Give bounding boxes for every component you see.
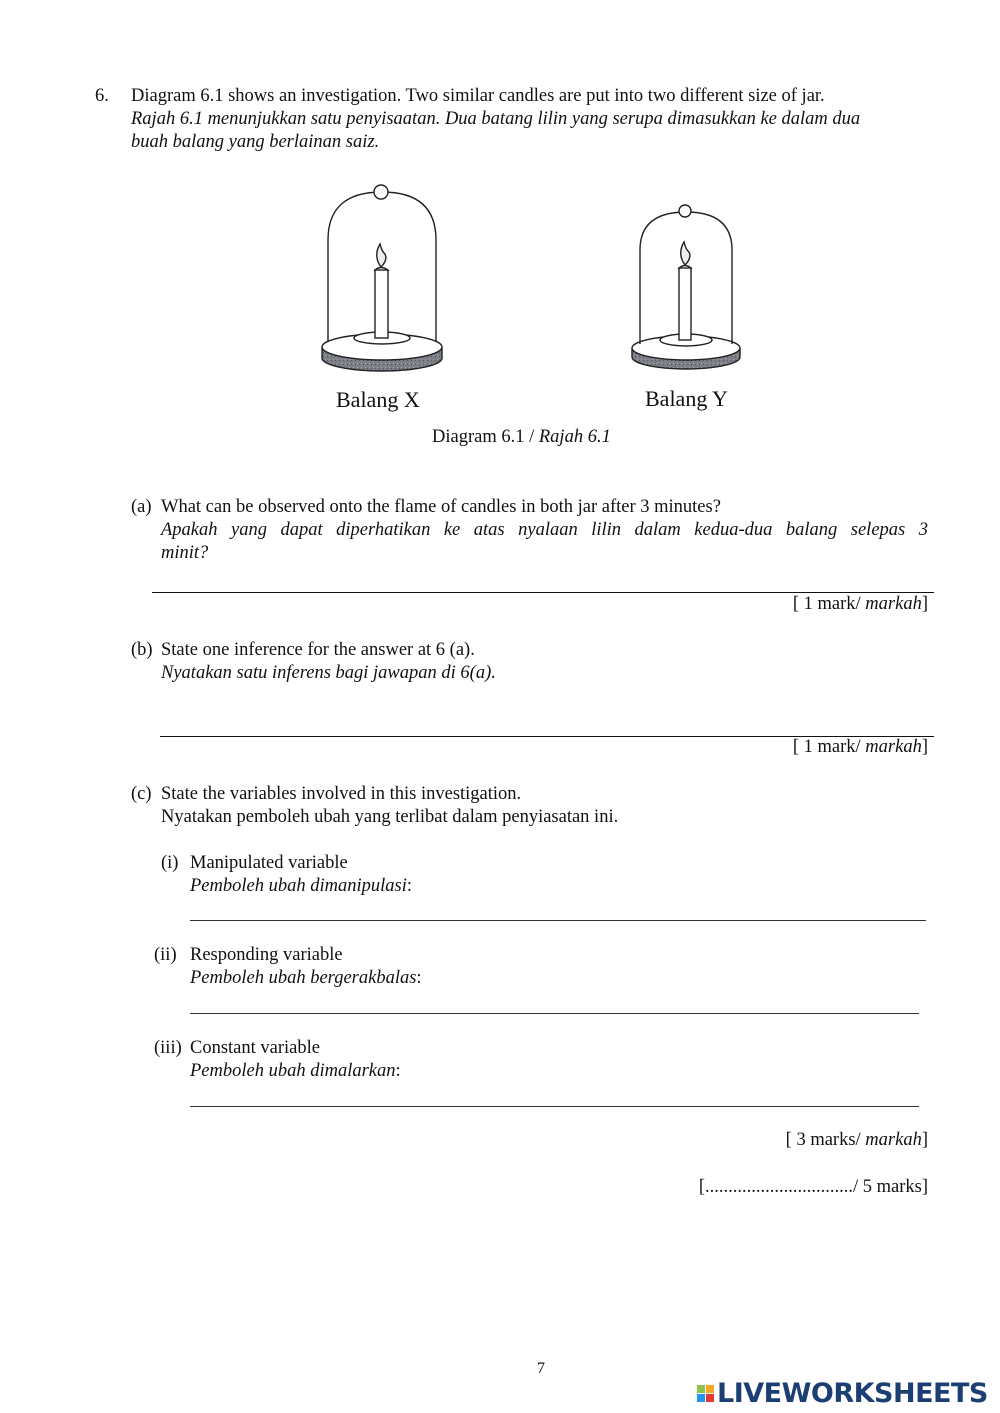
part-c-i-label: (i) <box>161 853 179 873</box>
part-c-text-ms: Nyatakan pemboleh ubah yang terlibat dalam penyiasatan ini. <box>161 807 619 827</box>
part-c-iii-label: (iii) <box>154 1038 182 1058</box>
question-number: 6. <box>95 86 109 106</box>
colon: : <box>406 876 412 896</box>
part-c-ii-label: (ii) <box>154 945 177 965</box>
part-c-iii-ms <box>190 1060 401 1083</box>
marks-text-ms: markah <box>865 594 922 614</box>
page-number: 7 <box>537 1360 545 1377</box>
constant-variable-input[interactable] <box>190 1082 919 1107</box>
variable-ms: Pemboleh ubah dimanipulasi <box>190 876 407 896</box>
question-intro-ms-2: buah balang yang berlainan saiz. <box>131 132 380 152</box>
marks-text-ms: markah <box>865 1130 922 1150</box>
manipulated-variable-input[interactable] <box>190 896 926 921</box>
part-a-marks <box>793 593 928 616</box>
part-c-ii-en: Responding variable <box>190 945 343 965</box>
logo-blocks-icon <box>697 1385 714 1402</box>
marks-text: [ 1 mark/ <box>792 594 866 614</box>
marks-text: [ 3 marks/ <box>785 1130 866 1150</box>
part-c-label: (c) <box>131 784 152 804</box>
colon: : <box>395 1061 401 1081</box>
part-c-marks <box>786 1129 928 1152</box>
part-a-text-en: What can be observed onto the flame of candles in both jar after 3 minutes? <box>161 497 721 517</box>
part-a-text-ms-2: minit? <box>161 543 209 563</box>
part-a-label: (a) <box>131 497 152 517</box>
question-intro-ms-1: Rajah 6.1 menunjukkan satu penyisaatan. Dua batang lilin yang serupa dimasukkan ke dalam dua <box>131 109 861 129</box>
part-a-text-ms-1: Apakah yang dapat diperhatikan ke atas nyalaan lilin dalam kedua-dua balang selepas 3 <box>161 520 928 540</box>
part-c-i-en: Manipulated variable <box>190 853 348 873</box>
marks-text-ms: markah <box>865 737 922 757</box>
part-a-answer-input[interactable] <box>152 568 934 593</box>
jar-y-label: Balang Y <box>645 386 728 411</box>
caption-ms: Rajah 6.1 <box>538 427 611 447</box>
part-c-iii-en: Constant variable <box>190 1038 320 1058</box>
jar-x <box>322 185 442 371</box>
variable-ms: Pemboleh ubah bergerakbalas <box>190 968 417 988</box>
part-b-marks <box>793 736 928 759</box>
part-c-ii-ms <box>190 967 422 990</box>
marks-bracket: ] <box>921 737 928 757</box>
marks-bracket: ] <box>921 594 928 614</box>
liveworksheets-logo <box>697 1378 988 1409</box>
part-c-text-en: State the variables involved in this investigation. <box>161 784 522 804</box>
colon: : <box>416 968 422 988</box>
question-intro-en: Diagram 6.1 shows an investigation. Two similar candles are put into two different size of jar. <box>131 86 825 106</box>
marks-bracket: ] <box>921 1130 928 1150</box>
logo-text: LIVEWORKSHEETS <box>717 1378 988 1409</box>
part-c-i-ms <box>190 875 412 898</box>
caption-en: Diagram 6.1 / <box>432 427 539 447</box>
jar-x-label: Balang X <box>336 387 420 412</box>
diagram-caption <box>432 426 611 449</box>
total-marks: [................................/ 5 marks] <box>698 1177 928 1197</box>
responding-variable-input[interactable] <box>190 989 919 1014</box>
jar-y <box>632 205 740 369</box>
marks-text: [ 1 mark/ <box>792 737 866 757</box>
part-b-text-ms: Nyatakan satu inferens bagi jawapan di 6(a). <box>161 663 496 683</box>
variable-ms: Pemboleh ubah dimalarkan <box>190 1061 396 1081</box>
part-b-answer-input[interactable] <box>160 712 934 737</box>
part-b-text-en: State one inference for the answer at 6 (a). <box>161 640 475 660</box>
part-b-label: (b) <box>131 640 153 660</box>
